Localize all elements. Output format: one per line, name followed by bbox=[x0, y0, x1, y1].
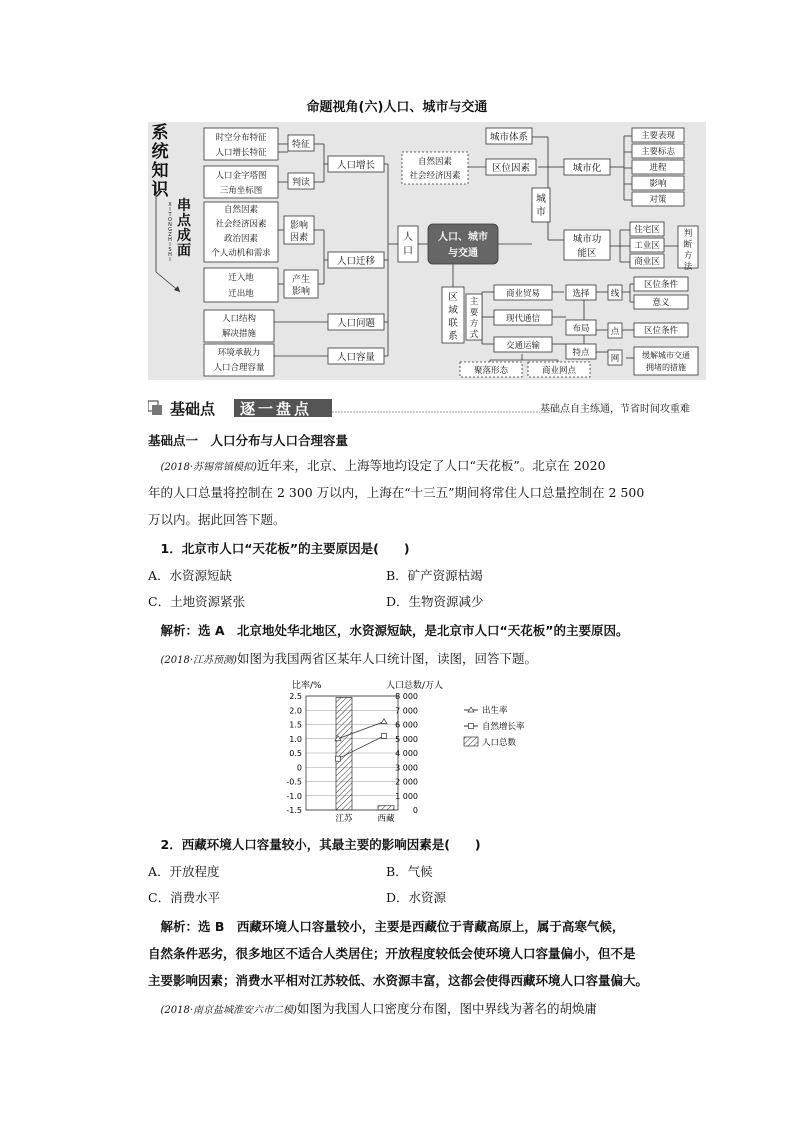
left-item: 人口金字塔图 bbox=[215, 171, 267, 181]
left-item: 迁入地 bbox=[228, 273, 254, 283]
net-item-label: 拥堵的措施 bbox=[646, 363, 686, 372]
mid-label: 因素 bbox=[289, 233, 309, 243]
intro2 bbox=[148, 646, 693, 673]
side-pinyin: X bbox=[168, 202, 172, 208]
growth-rate-point bbox=[336, 756, 341, 761]
left-tick-label: 1.0 bbox=[289, 734, 302, 744]
population-bar bbox=[378, 806, 394, 810]
left-item: 时空分布特征 bbox=[215, 133, 267, 143]
point-item-label: 区位条件 bbox=[643, 326, 679, 336]
region-label: 联 bbox=[448, 318, 458, 329]
urban-item-label: 影响 bbox=[649, 179, 667, 189]
intro2-text: 如图为我国两省区某年人口统计图，读图，回答下题。 bbox=[236, 651, 537, 666]
side-title: 系 bbox=[151, 123, 169, 143]
mid-label: 判读 bbox=[291, 178, 311, 188]
intro3-source: (2018·南京盐城淮安六市二模) bbox=[160, 1005, 297, 1016]
left-item: 人口合理容量 bbox=[213, 363, 265, 373]
intro3 bbox=[148, 996, 693, 1023]
judge-label: 法 bbox=[683, 262, 693, 272]
loc-factor: 社会经济因素 bbox=[409, 171, 461, 181]
location-label: 区位因素 bbox=[491, 163, 531, 174]
side-pinyin: I bbox=[169, 207, 171, 213]
right-axis-title: 人口总数/万人 bbox=[386, 681, 444, 691]
line-item: 区位条件 bbox=[643, 280, 679, 290]
side-subtitle: 点 bbox=[177, 213, 191, 229]
left-item: 解决措施 bbox=[221, 329, 257, 339]
right-tick-label: 6 000 bbox=[395, 720, 418, 730]
transport-sub: 聚落形态 bbox=[473, 366, 509, 376]
select-label: 选择 bbox=[572, 289, 590, 299]
mode-label: 现代通信 bbox=[505, 314, 541, 324]
left-item: 迁出地 bbox=[228, 289, 254, 299]
net-item-label: 缓解城市交通 bbox=[642, 351, 690, 360]
intro1-line3: 万以内。据此回答下题。 bbox=[148, 512, 286, 527]
left-tick-label: 2.5 bbox=[289, 692, 302, 701]
topic-label: 人口容量 bbox=[336, 352, 376, 363]
side-subtitle: 面 bbox=[177, 243, 191, 259]
left-item: 人口增长特征 bbox=[215, 148, 267, 158]
left-axis-title: 比率/% bbox=[292, 681, 322, 691]
q2-answer-line1: 解析：选 B 西藏环境人口容量较小，主要是西藏位于青藏高原上，属于高寒气候， bbox=[160, 919, 625, 934]
q2-option-c: C．消费水平 bbox=[148, 890, 221, 905]
category-label: 西藏 bbox=[377, 814, 395, 824]
side-pinyin: Z bbox=[168, 232, 172, 238]
side-title: 知 bbox=[151, 161, 169, 181]
left-tick-label: 0.5 bbox=[289, 749, 302, 758]
left-item: 三角坐标图 bbox=[219, 186, 263, 196]
topic-label: 人口迁移 bbox=[336, 256, 376, 267]
side-pinyin: O bbox=[168, 217, 172, 223]
mid-label: 影响 bbox=[291, 287, 311, 297]
category-label: 江苏 bbox=[335, 814, 353, 824]
func-label: 城市功 bbox=[572, 234, 602, 245]
mid-label: 特征 bbox=[291, 140, 311, 150]
urbanization-label: 城市化 bbox=[572, 163, 602, 174]
page-title: 命题视角(六)人口、城市与交通 bbox=[306, 100, 488, 115]
func-item-label: 商业区 bbox=[634, 257, 660, 267]
q2-answer-line3: 主要影响因素；消费水平相对江苏较低、水资源丰富，这都会使得西藏环境人口容量偏大。 bbox=[148, 973, 649, 988]
lpn-label: 网 bbox=[610, 354, 620, 364]
banner-label: 基础点 bbox=[170, 400, 216, 418]
q2-option-a: A．开放程度 bbox=[148, 864, 220, 879]
center-label: 人口、城市 bbox=[438, 232, 488, 243]
right-tick-label: 5 000 bbox=[395, 734, 418, 744]
left-item: 个人动机和需求 bbox=[211, 248, 271, 259]
modes-label: 要 bbox=[469, 308, 479, 318]
intro1-text: 近年来，北京、上海等地均设定了人口“天花板”。北京在 2020 bbox=[256, 458, 606, 473]
population-bar bbox=[336, 697, 352, 810]
q2-option-d: D．水资源 bbox=[386, 890, 447, 905]
left-tick-label: 0 bbox=[296, 763, 302, 773]
banner-right: 基础点自主练通，节省时间攻重难 bbox=[540, 404, 690, 415]
q1-answer: 解析：选 A 北京地处华北地区，水资源短缺，是北京市人口“天花板”的主要原因。 bbox=[160, 623, 629, 638]
mode-label: 交通运输 bbox=[505, 341, 541, 351]
urban-item-label: 主要表现 bbox=[640, 131, 676, 141]
side-pinyin: I bbox=[169, 242, 171, 248]
right-tick-label: 0 bbox=[412, 806, 418, 815]
left-tick-label: 2.0 bbox=[289, 706, 302, 716]
judge-label: 断 bbox=[683, 240, 693, 250]
mid-label: 影响 bbox=[289, 221, 309, 231]
transport-sub: 商业网点 bbox=[541, 366, 577, 376]
q1-option-d: D．生物资源减少 bbox=[386, 594, 484, 609]
judge-label: 方 bbox=[683, 251, 693, 261]
intro3-text: 如图为我国人口密度分布图，图中界线为著名的胡焕庸 bbox=[296, 1001, 597, 1016]
select-label: 特点 bbox=[572, 348, 590, 358]
q1-option-a: A．水资源短缺 bbox=[148, 568, 233, 583]
legend-marker bbox=[469, 724, 474, 729]
modes-label: 式 bbox=[469, 330, 479, 340]
urban-item-label: 主要标志 bbox=[640, 147, 676, 157]
func-item-label: 住宅区 bbox=[634, 225, 660, 235]
side-pinyin: I bbox=[169, 257, 171, 263]
region-label: 系 bbox=[448, 331, 458, 342]
node-population-label: 人 bbox=[403, 232, 413, 243]
node-city-label: 市 bbox=[536, 207, 546, 218]
urban-item-label: 进程 bbox=[649, 163, 667, 173]
right-tick-label: 3 000 bbox=[395, 763, 418, 773]
side-pinyin: G bbox=[168, 227, 172, 233]
lpn-label: 点 bbox=[610, 327, 620, 337]
node-city-label: 城 bbox=[536, 194, 546, 205]
mid-label: 产生 bbox=[291, 275, 311, 285]
center-label: 与交通 bbox=[448, 248, 478, 259]
birth-rate-point bbox=[381, 719, 387, 724]
func-item-label: 工业区 bbox=[634, 241, 660, 251]
mode-label: 商业贸易 bbox=[505, 289, 541, 299]
side-subtitle: 成 bbox=[177, 228, 191, 244]
banner-sub: 逐一盘点 bbox=[240, 400, 313, 418]
right-tick-label: 2 000 bbox=[395, 777, 418, 787]
q1-option-c: C．土地资源紧张 bbox=[148, 594, 246, 609]
select-label: 布局 bbox=[572, 324, 590, 334]
side-pinyin: H bbox=[168, 252, 172, 258]
side-pinyin: T bbox=[168, 212, 172, 218]
growth-rate-point bbox=[382, 733, 387, 738]
legend-label: 人口总数 bbox=[482, 738, 517, 748]
modes-label: 方 bbox=[469, 319, 479, 329]
intro2-source: (2018·江苏预测) bbox=[160, 655, 237, 666]
right-tick-label: 1 000 bbox=[395, 791, 418, 801]
loc-factor: 自然因素 bbox=[417, 157, 453, 167]
region-label: 区 bbox=[448, 292, 458, 303]
left-tick-label: 1.5 bbox=[289, 720, 302, 730]
topic-label: 人口问题 bbox=[336, 318, 376, 329]
left-item: 社会经济因素 bbox=[215, 219, 267, 230]
left-tick-label: -0.5 bbox=[286, 777, 302, 787]
legend-label: 出生率 bbox=[482, 706, 508, 716]
line-item: 意义 bbox=[652, 298, 670, 308]
lpn-label: 线 bbox=[610, 289, 620, 299]
intro1-source: (2018·苏锡常镇模拟) bbox=[160, 462, 257, 473]
q2-option-b: B．气候 bbox=[386, 864, 433, 879]
left-item: 人口结构 bbox=[221, 314, 257, 324]
right-tick-label: 7 000 bbox=[395, 706, 418, 716]
section-title: 基础点一 人口分布与人口合理容量 bbox=[148, 433, 349, 448]
side-subtitle: 串 bbox=[177, 198, 191, 214]
knowledge-map bbox=[148, 122, 706, 380]
urban-item-label: 对策 bbox=[649, 195, 667, 205]
q1-option-b: B．矿产资源枯竭 bbox=[386, 568, 483, 583]
left-item: 政治因素 bbox=[223, 234, 259, 244]
left-item: 自然因素 bbox=[223, 205, 259, 215]
section-banner bbox=[148, 396, 706, 420]
q1-stem: 1．北京市人口“天花板”的主要原因是( ) bbox=[160, 541, 410, 556]
intro1-line1 bbox=[148, 453, 693, 480]
right-tick-label: 4 000 bbox=[395, 749, 418, 758]
side-pinyin: S bbox=[168, 247, 172, 253]
left-item: 环境承载力 bbox=[217, 348, 261, 358]
side-pinyin: H bbox=[168, 237, 172, 243]
left-tick-label: -1.0 bbox=[286, 791, 302, 801]
right-tick-label: 8 000 bbox=[395, 692, 418, 701]
region-label: 域 bbox=[448, 305, 458, 316]
side-title: 识 bbox=[151, 180, 169, 200]
q2-stem: 2．西藏环境人口容量较小，其最主要的影响因素是( ) bbox=[160, 837, 481, 852]
node-population-label: 口 bbox=[403, 246, 413, 257]
modes-label: 主 bbox=[469, 297, 479, 307]
left-tick-label: -1.5 bbox=[286, 806, 302, 815]
judge-label: 判 bbox=[683, 229, 693, 239]
legend-marker bbox=[464, 737, 478, 746]
side-title: 统 bbox=[151, 142, 169, 162]
q2-answer-line2: 自然条件恶劣，很多地区不适合人类居住；开放程度较低会使环境人口容量偏小，但不是 bbox=[148, 946, 636, 961]
intro1-line2: 年的人口总量将控制在 2 300 万以内，上海在“十三五”期间将常住人口总量控制在 2 500 bbox=[148, 485, 645, 500]
legend-label: 自然增长率 bbox=[482, 722, 525, 732]
topic-label: 人口增长 bbox=[336, 160, 376, 171]
population-chart bbox=[268, 674, 538, 824]
city-system-label: 城市体系 bbox=[489, 132, 529, 143]
side-pinyin: N bbox=[168, 222, 172, 228]
func-label: 能区 bbox=[577, 248, 597, 259]
